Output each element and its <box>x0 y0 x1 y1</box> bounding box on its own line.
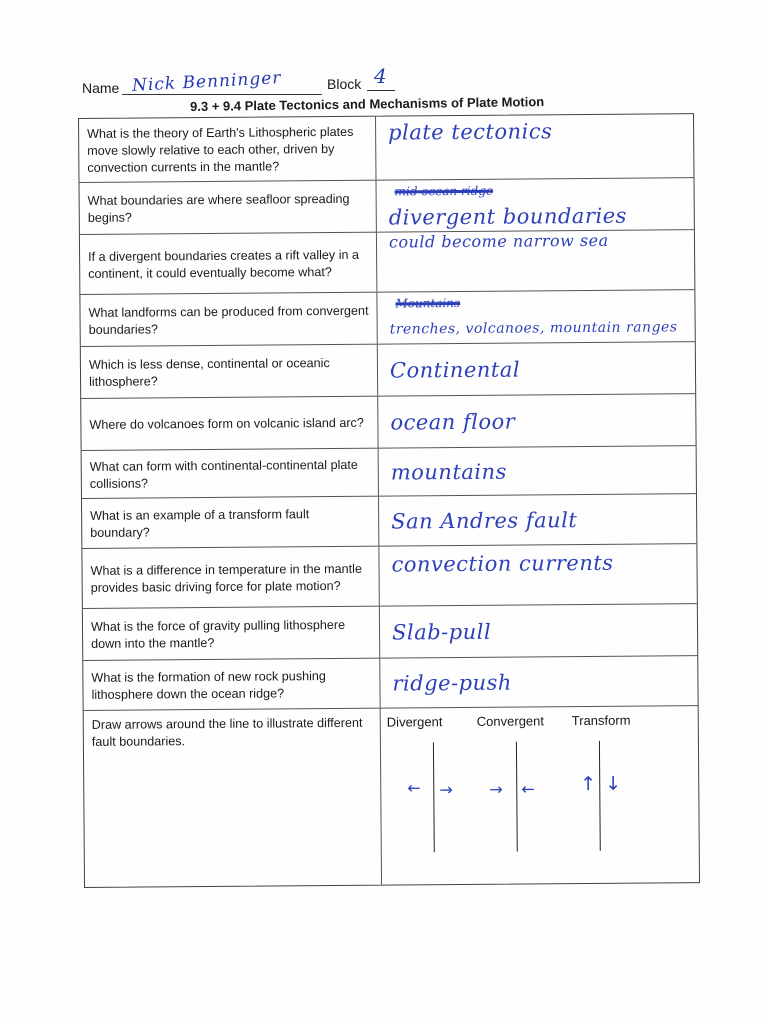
crossed-out-answer: mid ocean ridge <box>394 183 494 199</box>
table-row <box>81 342 695 399</box>
right-arrow-icon: → <box>489 779 503 799</box>
table-row <box>81 394 695 451</box>
name-label: Name <box>82 80 120 96</box>
crossed-out-answer: Mountains <box>395 296 461 311</box>
worksheet-title: 9.3 + 9.4 Plate Tectonics and Mechanisms of Plate Motion <box>190 94 545 114</box>
question-cell: What is the force of gravity pulling lithosphere down into the mantle? <box>83 607 380 660</box>
handwritten-answer: convection currents <box>391 550 614 577</box>
question-table <box>78 113 700 888</box>
handwritten-answer: trenches, volcanoes, mountain ranges <box>389 319 678 338</box>
divergent-fault-line <box>433 742 435 852</box>
table-row <box>80 178 694 235</box>
answer-cell <box>377 290 694 343</box>
table-row <box>80 290 694 347</box>
answer-cell <box>378 342 695 395</box>
table-row <box>83 604 697 661</box>
handwritten-answer: ocean floor <box>390 409 516 435</box>
handwritten-answer: could become narrow sea <box>388 230 609 252</box>
handwritten-answer: Continental <box>389 357 521 383</box>
block-label: Block <box>327 76 362 92</box>
handwritten-answer: divergent boundaries <box>388 203 627 230</box>
question-cell: What is the theory of Earth's Lithospheric plates move slowly relative to each other, driven by convection currents in the mantle? <box>79 117 376 182</box>
answer-cell <box>376 114 693 179</box>
question-cell: What is the formation of new rock pushing lithosphere down the ocean ridge? <box>83 659 380 710</box>
divergent-label: Divergent <box>386 714 443 730</box>
question-cell: What can form with continental-continental plate collisions? <box>82 449 379 498</box>
table-row <box>82 544 696 609</box>
table-row <box>82 446 696 499</box>
answer-cell <box>380 604 697 657</box>
question-cell: What is an example of a transform fault boundary? <box>82 497 379 548</box>
fault-boundary-diagram <box>381 706 699 884</box>
table-row <box>82 494 696 549</box>
answer-cell <box>377 230 694 291</box>
table-row <box>84 706 699 887</box>
worksheet-header <box>82 64 582 120</box>
answer-cell <box>377 178 694 231</box>
handwritten-answer: Slab-pull <box>391 619 492 645</box>
handwritten-answer: ridge-push <box>392 670 512 696</box>
question-cell: Draw arrows around the line to illustrate different fault boundaries. <box>84 709 382 887</box>
transform-fault-line <box>599 741 601 851</box>
right-arrow-icon: → <box>439 780 453 800</box>
table-row <box>83 656 697 711</box>
table-row <box>79 114 693 183</box>
question-cell: What is a difference in temperature in the mantle provides basic driving force for plate motion? <box>82 547 379 608</box>
down-arrow-icon: ↓ <box>605 772 622 795</box>
block-line <box>367 90 395 91</box>
handwritten-answer: plate tectonics <box>388 119 553 145</box>
question-cell: What landforms can be produced from convergent boundaries? <box>80 293 377 346</box>
handwritten-answer: mountains <box>390 459 507 485</box>
answer-cell <box>379 544 696 605</box>
transform-label: Transform <box>571 712 631 729</box>
answer-cell <box>379 494 696 545</box>
handwritten-answer: San Andres fault <box>391 507 578 534</box>
up-arrow-icon: ↑ <box>580 772 597 796</box>
table-row <box>80 230 694 295</box>
answer-cell <box>379 446 696 495</box>
left-arrow-icon: ← <box>521 779 535 799</box>
answer-cell <box>380 656 697 707</box>
left-arrow-icon: ← <box>407 778 421 798</box>
student-name: Nick Benninger <box>131 68 282 96</box>
block-number: 4 <box>374 64 387 88</box>
convergent-fault-line <box>516 742 518 852</box>
question-cell: Where do volcanoes form on volcanic island arc? <box>81 397 378 450</box>
answer-cell <box>378 394 695 447</box>
convergent-label: Convergent <box>476 713 545 729</box>
question-cell: What boundaries are where seafloor spreading begins? <box>80 181 377 234</box>
question-cell: If a divergent boundaries creates a rift valley in a continent, it could eventually become what? <box>80 233 377 294</box>
question-cell: Which is less dense, continental or oceanic lithosphere? <box>81 345 378 398</box>
